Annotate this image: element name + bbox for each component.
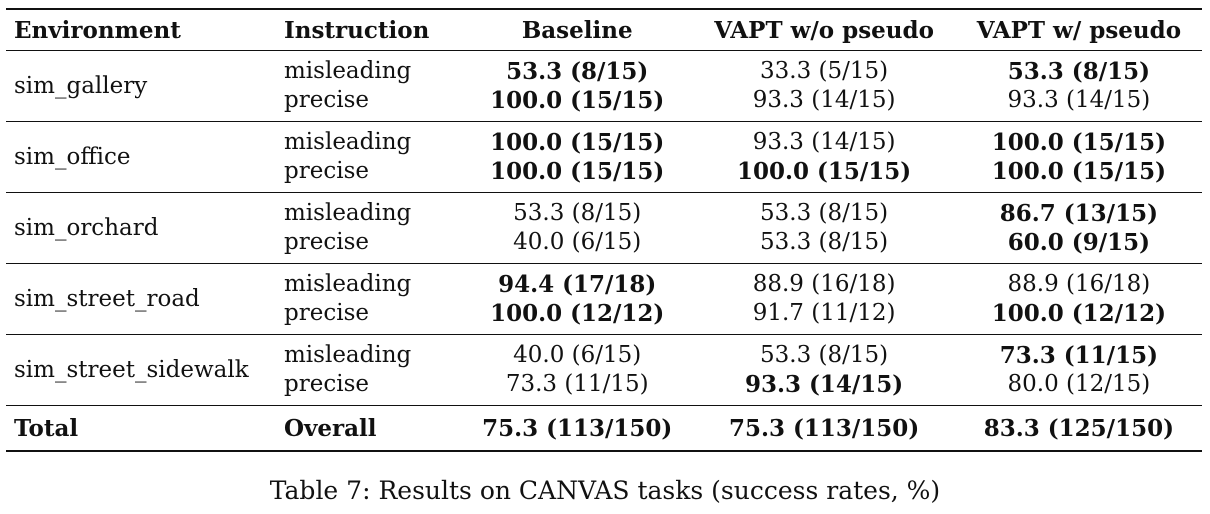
table-caption: Table 7: Results on CANVAS tasks (success rates, %) xyxy=(269,476,941,505)
value-misleading: 53.3 (8/15) xyxy=(1007,58,1150,85)
total-row xyxy=(6,406,1202,452)
value-precise: 91.7 (11/12) xyxy=(752,300,896,326)
value-misleading: 88.9 (16/18) xyxy=(1007,271,1151,297)
table-body xyxy=(6,51,1202,452)
value-misleading: 93.3 (14/15) xyxy=(752,129,896,155)
total-vapt-with-pseudo-value: 83.3 (125/150) xyxy=(956,406,1202,452)
value-precise: 93.3 (14/15) xyxy=(1007,87,1151,113)
header-environment: Environment xyxy=(6,9,276,51)
value-misleading: 94.4 (17/18) xyxy=(498,271,657,298)
value-precise: 73.3 (11/15) xyxy=(505,371,649,397)
vapt-with-pseudo-cell xyxy=(956,193,1202,264)
value-misleading: 100.0 (15/15) xyxy=(490,129,665,156)
instruction-misleading: misleading xyxy=(284,129,412,155)
table-header-row xyxy=(6,9,1202,51)
baseline-cell xyxy=(462,264,692,335)
environment-cell: sim_orchard xyxy=(6,193,276,264)
value-misleading: 86.7 (13/15) xyxy=(999,200,1158,227)
vapt-without-pseudo-cell xyxy=(692,264,955,335)
instruction-cell xyxy=(276,51,462,122)
table-row xyxy=(6,51,1202,122)
environment-cell: sim_street_road xyxy=(6,264,276,335)
value-precise: 100.0 (12/12) xyxy=(991,300,1166,327)
instruction-cell xyxy=(276,264,462,335)
vapt-without-pseudo-cell xyxy=(692,122,955,193)
instruction-misleading: misleading xyxy=(284,342,412,368)
table-row xyxy=(6,264,1202,335)
value-precise: 100.0 (12/12) xyxy=(490,300,665,327)
value-precise: 100.0 (15/15) xyxy=(490,158,665,185)
instruction-precise: precise xyxy=(284,87,369,113)
value-misleading: 53.3 (8/15) xyxy=(760,200,889,226)
value-precise: 100.0 (15/15) xyxy=(490,87,665,114)
value-precise: 60.0 (9/15) xyxy=(1007,229,1150,256)
vapt-without-pseudo-cell xyxy=(692,193,955,264)
value-precise: 93.3 (14/15) xyxy=(744,371,904,398)
results-table xyxy=(6,8,1202,452)
value-precise: 53.3 (8/15) xyxy=(760,229,889,255)
total-label: Total xyxy=(6,406,276,452)
baseline-cell xyxy=(462,122,692,193)
value-misleading: 100.0 (15/15) xyxy=(991,129,1166,156)
vapt-with-pseudo-cell xyxy=(956,335,1202,406)
instruction-misleading: misleading xyxy=(284,58,412,84)
overall-label: Overall xyxy=(276,406,462,452)
value-precise: 100.0 (15/15) xyxy=(991,158,1166,185)
total-baseline-value: 75.3 (113/150) xyxy=(462,406,692,452)
instruction-precise: precise xyxy=(284,158,369,184)
vapt-with-pseudo-cell xyxy=(956,264,1202,335)
instruction-cell xyxy=(276,335,462,406)
instruction-precise: precise xyxy=(284,300,369,326)
value-misleading: 53.3 (8/15) xyxy=(506,58,649,85)
vapt-without-pseudo-cell xyxy=(692,335,955,406)
environment-cell: sim_gallery xyxy=(6,51,276,122)
environment-cell: sim_office xyxy=(6,122,276,193)
value-misleading: 33.3 (5/15) xyxy=(760,58,889,84)
header-baseline: Baseline xyxy=(462,9,692,51)
value-misleading: 53.3 (8/15) xyxy=(760,342,889,368)
instruction-cell xyxy=(276,122,462,193)
value-precise: 100.0 (15/15) xyxy=(736,158,912,185)
environment-cell: sim_street_sidewalk xyxy=(6,335,276,406)
header-instruction: Instruction xyxy=(276,9,462,51)
table-row xyxy=(6,335,1202,406)
value-precise: 40.0 (6/15) xyxy=(513,229,642,255)
baseline-cell xyxy=(462,335,692,406)
value-misleading: 88.9 (16/18) xyxy=(752,271,896,297)
table-row xyxy=(6,122,1202,193)
vapt-with-pseudo-cell xyxy=(956,122,1202,193)
vapt-with-pseudo-cell xyxy=(956,51,1202,122)
value-misleading: 40.0 (6/15) xyxy=(513,342,642,368)
baseline-cell xyxy=(462,193,692,264)
baseline-cell xyxy=(462,51,692,122)
header-vapt-with-pseudo: VAPT w/ pseudo xyxy=(956,9,1202,51)
instruction-precise: precise xyxy=(284,371,369,397)
instruction-misleading: misleading xyxy=(284,200,412,226)
value-misleading: 73.3 (11/15) xyxy=(999,342,1158,369)
value-precise: 80.0 (12/15) xyxy=(1007,371,1151,397)
table-row xyxy=(6,193,1202,264)
instruction-misleading: misleading xyxy=(284,271,412,297)
value-misleading: 53.3 (8/15) xyxy=(513,200,642,226)
header-vapt-without-pseudo: VAPT w/o pseudo xyxy=(692,9,955,51)
value-precise: 93.3 (14/15) xyxy=(752,87,896,113)
instruction-cell xyxy=(276,193,462,264)
instruction-precise: precise xyxy=(284,229,369,255)
total-vapt-without-pseudo-value: 75.3 (113/150) xyxy=(692,406,955,452)
vapt-without-pseudo-cell xyxy=(692,51,955,122)
